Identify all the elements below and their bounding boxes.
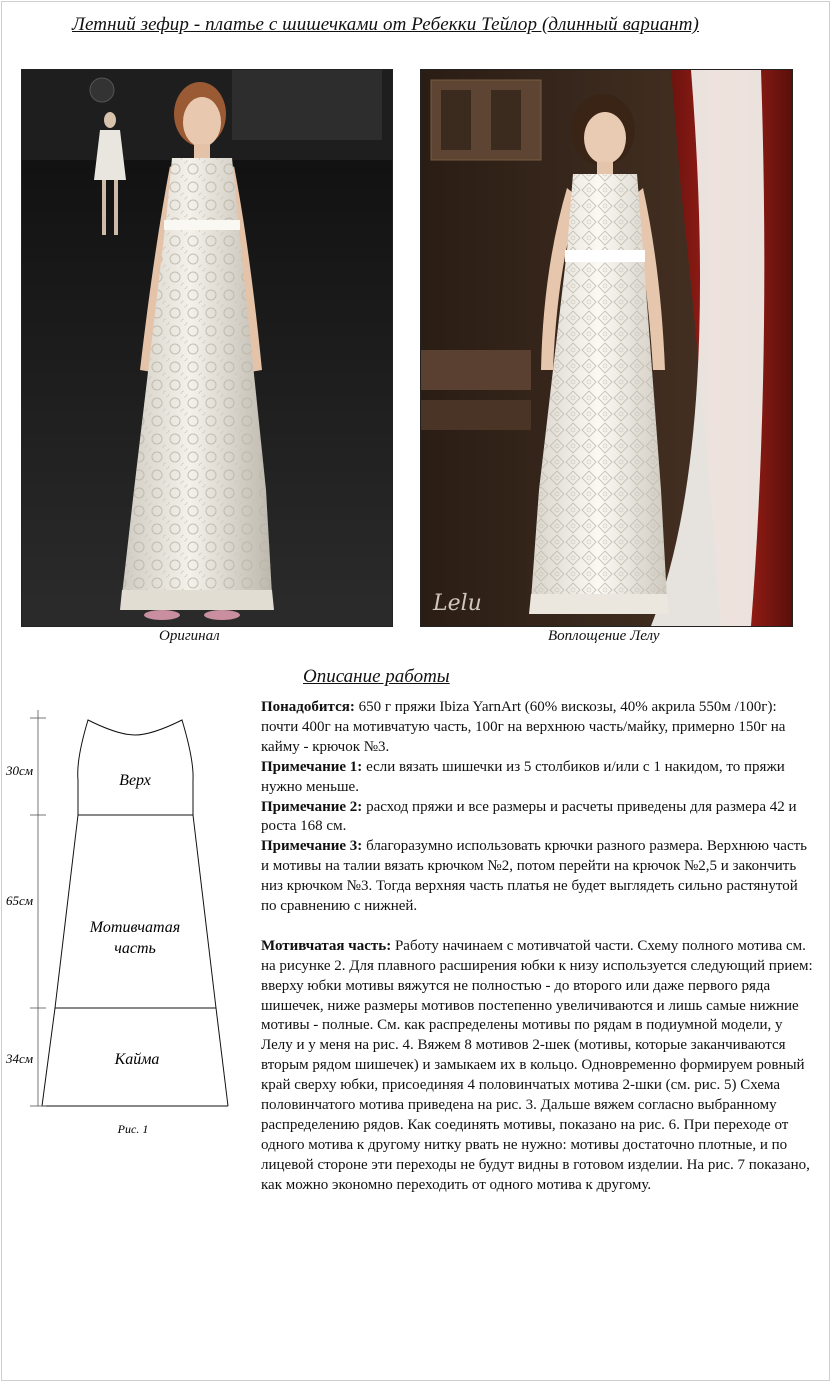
- motif-part-text: Работу начинаем с мотивчатой части. Схему полного мотива см. на рисунке 2. Для плавного расширения юбки к низу используется следующий прием: вверху юбки мотивы вяжутся не полностью - до второго или даже первого ряда шишечек, ниже размеры мотивов постепенно увеличиваются и лишь самые нижние мотивы - полные. См. как распределены мотивы по рядам в подиумной модели, у Лелу и у меня на рис. 4. Вяжем 8 мотивов 2-шек (мотивы, которые заканчиваются вторым рядом шишечек) и замыкаем их в кольцо. Одновременно формируем ровный край сверху юбки, присоединяя 4 половинчатых мотива 2-шки (см. рис. 5) Схема половинчатого мотива приведена на рис. 3. Дальше вяжем согласно выбранному распределению рядов. Как соединять мотивы, показано на рис. 6. При переходе от одного мотива к другому нитку рвать не нужно: мотивы достаточно плотные, и по лицевой стороне эти переходы не будут видны в готовом изделии. На рис. 7 показано, как можно экономно переходить от одного мотива к другому.: [261, 937, 813, 1193]
- paragraph-note-1: [261, 758, 817, 798]
- dim-middle-label: 65см: [6, 893, 34, 908]
- runway-photo-illustration: [22, 70, 392, 626]
- description-text: [261, 698, 817, 1196]
- photo-original: [21, 69, 393, 627]
- paragraph-note-3: [261, 837, 817, 917]
- paragraph-materials: [261, 698, 817, 758]
- dim-top-label: 30см: [6, 763, 34, 778]
- lelu-signature: Lelu: [433, 591, 482, 616]
- dim-bottom-label: 34см: [6, 1051, 34, 1066]
- materials-text: 650 г пряжи Ibiza YarnArt (60% вискозы, 40% акрила 550м /100г): почти 400г на мотивчатую часть, 100г на верхнюю часть/майку, примерно 150г на кайму - крючок №3.: [261, 699, 786, 755]
- note-3-label: Примечание 3:: [261, 838, 363, 855]
- label-middle-1: Мотивчатая: [89, 919, 181, 936]
- note-1-text: если вязать шишечки из 5 столбиков и/или с 1 накидом, то пряжи нужно меньше.: [261, 758, 785, 795]
- figure-caption: Рис. 1: [117, 1122, 149, 1136]
- caption-lelu: Воплощение Лелу: [548, 628, 660, 644]
- label-top: Верх: [119, 772, 151, 789]
- label-bottom: Кайма: [114, 1051, 160, 1068]
- photo-lelu: [420, 69, 793, 627]
- note-1-label: Примечание 1:: [261, 758, 363, 775]
- note-2-text: расход пряжи и все размеры и расчеты приведены для размера 42 и роста 168 см.: [261, 798, 797, 835]
- label-middle-2: часть: [114, 940, 156, 957]
- page-title: Летний зефир - платье с шишечками от Ребекки Тейлор (длинный вариант): [72, 14, 699, 35]
- note-2-label: Примечание 2:: [261, 798, 363, 815]
- room-photo-illustration: [421, 70, 792, 626]
- paragraph-motif-part: [261, 937, 817, 1196]
- note-3-text: благоразумно использовать крючки разного размера. Верхнюю часть и мотивы на талии вязать крючком №2, потом перейти на крючок №2,5 и закончить низ крючком №3. Тогда верхняя часть платья не будет выглядеть сильно растянутой по сравнению с нижней.: [261, 838, 808, 915]
- dress-schematic: [0, 700, 260, 1150]
- caption-original: Оригинал: [159, 628, 220, 644]
- section-heading: Описание работы: [303, 666, 450, 687]
- paragraph-note-2: [261, 798, 817, 838]
- materials-label: Понадобится:: [261, 699, 355, 715]
- motif-part-label: Мотивчатая часть:: [261, 937, 392, 954]
- bodice-outline: [78, 720, 193, 815]
